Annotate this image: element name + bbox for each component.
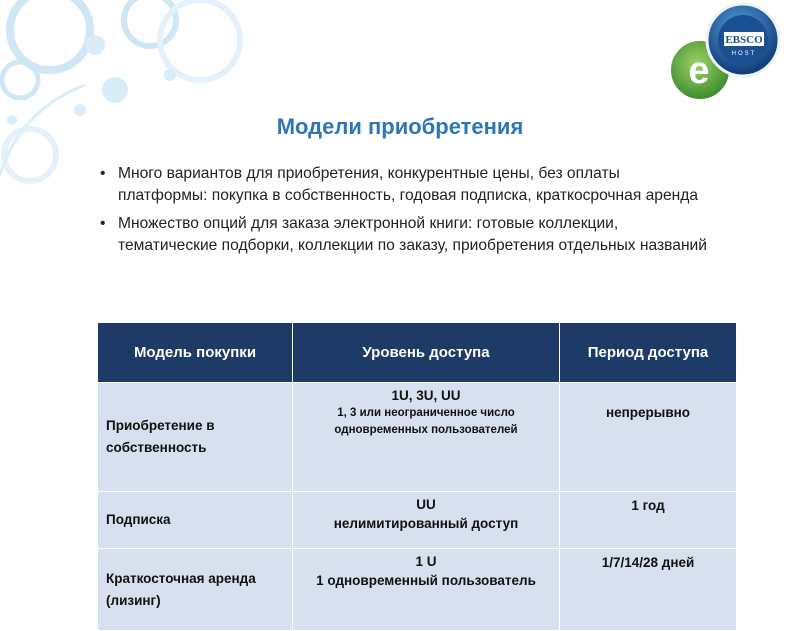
table-row xyxy=(98,383,737,492)
header-access-period: Период доступа xyxy=(560,323,737,383)
access-level-value: 1U, 3U, UU xyxy=(391,388,461,403)
access-level-note: 1, 3 или неограниченное число одновременных пользователей xyxy=(334,407,518,436)
cell-period: 1 год xyxy=(560,492,737,549)
cell-access-level xyxy=(293,383,560,492)
bullet-item: • Много вариантов для приобретения, конкурентные цены, без оплаты платформы: покупка в собственность, годовая подписка, краткосрочная аренда xyxy=(98,163,708,206)
table-row xyxy=(98,549,737,631)
cell-access-level xyxy=(293,549,560,631)
table-header-row xyxy=(98,323,737,383)
cell-period: непрерывно xyxy=(560,383,737,492)
table-row xyxy=(98,492,737,549)
bullet-list xyxy=(98,163,708,263)
logo-e-letter: e xyxy=(688,50,710,92)
logo-host-text: HOST xyxy=(731,51,757,57)
cell-model: Приобретение в собственность xyxy=(98,383,293,492)
page-title: Модели приобретения xyxy=(276,114,524,139)
access-level-note: 1 одновременный пользователь xyxy=(316,573,536,588)
ebsco-host-logo xyxy=(668,2,780,106)
access-level-value: UU xyxy=(416,497,436,512)
cell-model: Краткосточная аренда (лизинг) xyxy=(98,549,293,631)
bullet-item: • Множество опций для заказа электронной книги: готовые коллекции, тематические подборки, коллекции по заказу, приобретения отдельных названий xyxy=(98,213,708,256)
access-level-value: 1 U xyxy=(415,554,437,569)
logo-ebsco-text: EBSCO xyxy=(725,34,763,46)
acquisition-models-table xyxy=(97,322,737,631)
cell-access-level xyxy=(293,492,560,549)
cell-period: 1/7/14/28 дней xyxy=(560,549,737,631)
cell-model: Подписка xyxy=(98,492,293,549)
access-level-note: нелимитированный доступ xyxy=(333,516,519,531)
header-purchase-model: Модель покупки xyxy=(98,323,293,383)
header-access-level: Уровень доступа xyxy=(293,323,560,383)
